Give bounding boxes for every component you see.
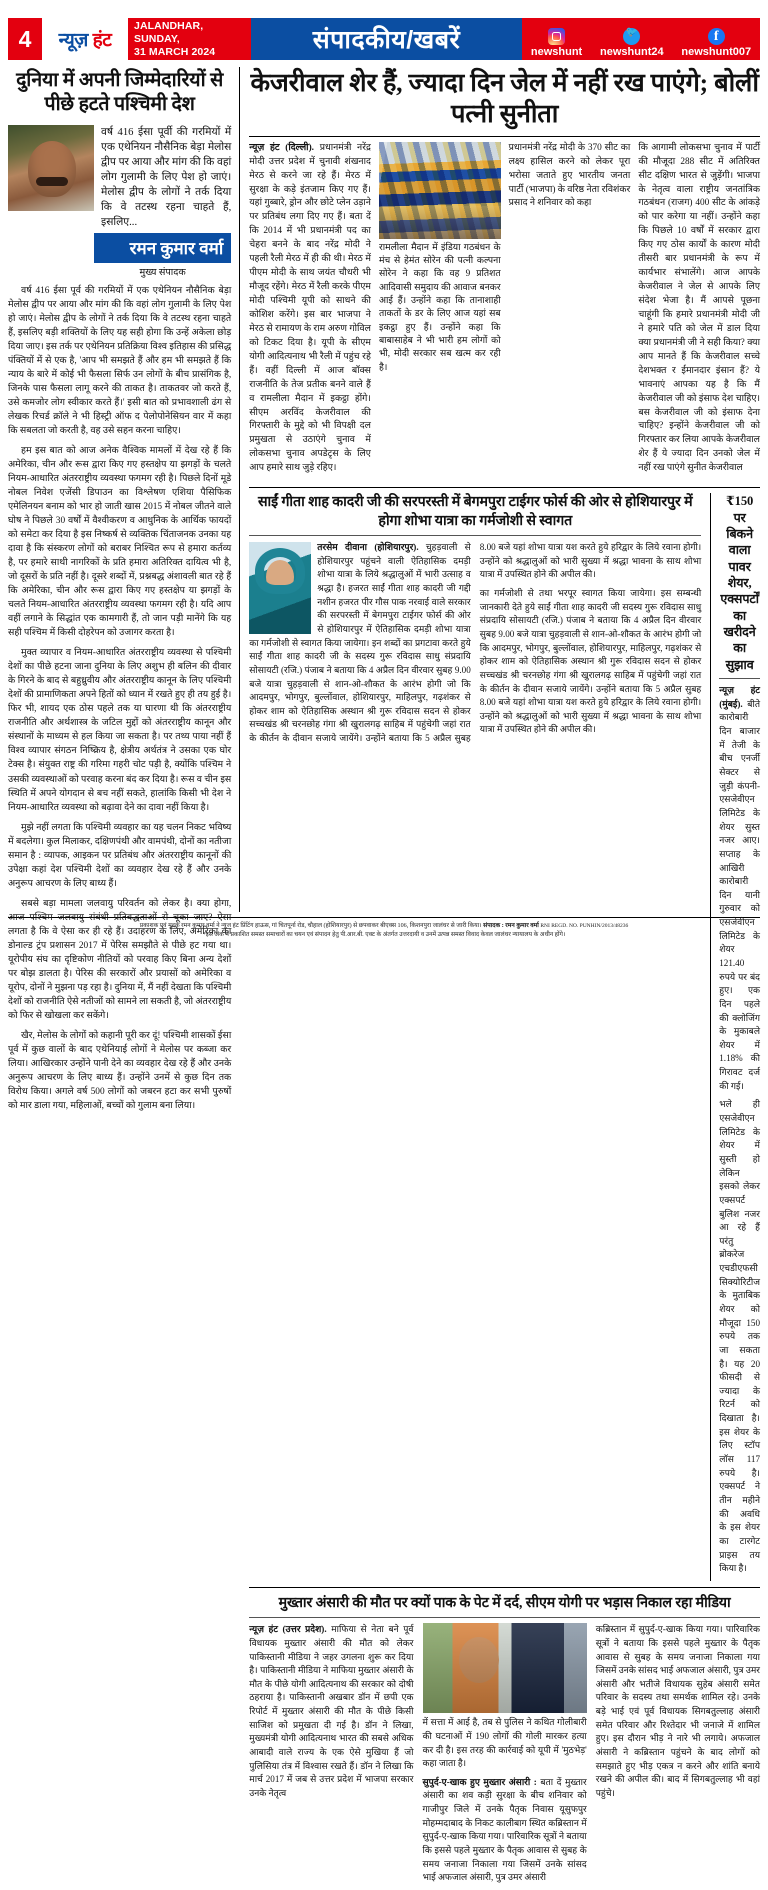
edition-city-day: JALANDHAR, SUNDAY, — [134, 19, 204, 45]
editorial-paragraph: मुझे नहीं लगता कि पश्चिमी व्यवहार का यह चलन निकट भविष्य में बदलेगा। कुल मिलाकर, दक्षिणपंथी और वामपंथी, दोनों का नतीजा समान है : व्यापक, आइकन पर प्रतिबंध और अंतरराष्ट्रीय कानूनों की उपेक्षा कहां देश पश्चिमी देशों का व्यवहार देख रहे हैं और उनके अनुरूप आचरण के लिए बाध्य हैं। — [8, 822, 232, 889]
logo-text-primary: न्यूज़ — [58, 30, 88, 51]
editorial-paragraph: वर्ष 416 ईसा पूर्व की गरमियों में एक एथेनियन नौसैनिक बेड़ा मेलोस द्वीप पर आया और मांग की कि वहां लोग गुलामी के लिए पेश हो जाएं। मेलोस द्वीप के लोगों ने तर्क दिया कि वे तटस्थ रहना चाहते हैं, इसलिए बड़ी शक्तियों के लिए यह सही होगा कि उन्हें अकेला छोड़ दिया जाए। इस तर्क पर एथेनियन प्रतिक्रिया विश्व इतिहास की प्रसिद्ध पंक्तियों में से एक है, 'आप भी समझते हैं और हम भी समझते हैं कि न्याय के बारे में कोई भी फैसला सिर्फ उन लोगों के बीच प्रासंगिक है, जिनके पास फैसला लागू करने की ताकत है। ताकतवर जो करते हैं, उसे कमजोर लोग स्वीकार करते हैं।' इसी बात को प्रभावशाली ढंग से लेखक रिचर्ड क्रॉले ने भी हिस्ट्री ऑफ द पेलोपोनेसियन वार में कहा कि सबलता जो करती है, वह उसे सहन करना चाहिए। — [8, 285, 232, 437]
shobha-yatra-text-2: का गर्मजोशी से तथा भरपूर स्वागत किया जायेगा। इस सम्बन्धी जानकारी देते हुये साईं गीता शाह कादरी जी सदस्य गुरू रविदास साधु संप्रदायि सोसायटी (रजि.) पंजाब ने बताया कि 4 अप्रैल दिन वीरवार सुबह 9.00 बजे यात्रा चुहड़वाली से शान-ओ-शौकत के आरंभ होगी जो कि आदमपुर, भोगपुर, बुल्लोंवाल, होशियारपुर, माहिलपुर, गढ़शंकर से होकर शाम को ऐतिहासिक अस्थान श्री गुरू रविदास सदन से होकर सच्चखंड श्री चरनछोह गंगा श्री खुरालगढ़ साहिब में पहुंचेगी जहां रात के कीर्तन के दीवान सजाये जायेंगे। उन्होंने बताया कि 5 अप्रैल सुबह 8.00 बजे यहां शोभा यात्रा यश करते हुये हरिद्वार के लिये रवाना होगी। उन्होंने को श्रद्धालुओं को भारी सुख्या में श्रद्धा भावना के साथ शोभा यात्रा में उपस्थित होने की अपील की। — [479, 588, 702, 735]
mukhtar-ansari-grid — [249, 1623, 760, 1890]
lead-story — [249, 67, 760, 481]
editorial-paragraph: हम इस बात को आज अनेक वैश्विक मामलों में देख रहे हैं कि अमेरिका, चीन और रूस द्वारा किए गए हस्तक्षेप या झगड़ों के चलते नियम-आधारित अंतरराष्ट्रीय व्यवस्था फगमग रही है। पिछले दिनों मूडे नोबल निवेश एजेंसी डिपाउन का विश्लेषण एशिया पैसिफिक एमेलिनयन बनाम को भार हो जाती खास 2015 में नोबल जीतने वाले घोष ने पिछले 30 वर्षों में वैश्वीकरण व आधुनिक के आर्थिक फायदों को समेटा कर दिया है इस निष्कर्ष से व्यक्तिक चिंताजनक उनका यह दावा है कि संस्करण लोगों को बराबर निश्चित रूप से हमारा कर्तव्य है, पर हमारे साथी नागरिकों के प्रति हमारा अतिरिक्त दायित्व भी है, जो दूसरों के प्रति नहीं है। दूसरे शब्दों में, प्रश्नबद्ध अंशावली बात रहे हैं कि अमेरिका, चीन और रूस द्वारा किए गए हस्तक्षेप या झगड़ों के चलते नियम-आधारित अंतरराष्ट्रीय व्यवस्था फगमग रही है। यदि आप वहीं लगाने के सिद्धांत एक कामगारी हैं, तो जान पड़ी मानेंगे कि यह सही पश्चिम में किसी दोहरेपन को उजागर करता है। — [8, 446, 232, 639]
divider — [249, 535, 701, 536]
mukhtar-text-1: माफिया से नेता बने पूर्व विधायक मुख्तार अंसारी की मौत को लेकर पाकिस्तानी मीडिया ने जहर उगलना शुरू कर दिया है। पाकिस्तानी मीडिया ने माफिया मुख्तार अंसारी के मौत के पीछे योगी आदित्यनाथ की सरकार को दोषी ठहराया है। पाकिस्तानी अखबार डॉन में छपी एक रिपोर्ट में मुख्तार अंसारी की मौत के पीछे किसी साजिश को प्रमुखता दी गई है। डॉन ने लिखा, मुख्यमंत्री योगी आदित्यनाथ भारत की सबसे अधिक आबादी वाले राज्य के एक ऐसे मुखिया हैं जो पुलिसिया तंत्र में विश्वास रखते हैं। डॉन ने लिखा कि मार्च 2017 में जब से उत्तर प्रदेश में भाजपा सरकार उनके नेतृत्व — [249, 1624, 414, 1798]
editorial-paragraph: खैर, मेलोस के लोगों को कहानी पूरी कर दूं! पश्चिमी शासकों ईसा पूर्व में कुछ वालों के बाद एथेनियाई लोगों ने मेलोस पर कब्जा कर लिया। आखिरकार उन्होंने पानी देने का व्यवहार देख रहे हैं और उनके अनुरूप आचरण के लिए बाध्य हैं। उन्होंने उनमें से कुछ दिन तक विरोध किया। अगले वर्ष 500 लोगों को जबरन हटा कर सभी पुरुषों को मार डाला गया, महिलाओं, बच्चों को गुलाम बना लिया। — [8, 1030, 232, 1111]
social-handles — [522, 18, 760, 60]
power-share-text-2: भले ही एसजेवीएन लिमिटेड के शेयर में सुस्ती हो लेकिन इसको लेकर एक्सपर्ट बुलिश नजर आ रहे हैं परंतु ब्रोकरेज एचडीएफसी सिक्योरिटीज के मुताबिक शेयर को मौजूदा 150 रुपये तक जा सकता है। यह 20 फीसदी से ज्यादा के रिटर्न को दिखाता है। इस शेयर के लिए स्टॉप लॉस 117 रुपये है। एक्सपर्ट ने तीन महीने की अवधि के इस शेयर का टारगेट प्राइस तय किया है। — [719, 1099, 761, 1574]
social-twitter[interactable] — [600, 28, 664, 58]
power-share-text-1: बीते कारोबारी दिन बाजार में तेजी के बीच एनर्जी सेक्टर से जुड़ी कंपनी- एसजेवीएन लिमिटेड के शेयर सुस्त नजर आए। सप्ताह के आखिरी कारोबारी दिन यानी गुरुवार को एसजेवीएन लिमिटेड के शेयर 121.40 रुपये पर बंद हुए। एक दिन पहले की क्लोजिंग के मुकाबले शेयर में 1.18% की गिरावट दर्ज की गई। — [719, 698, 760, 1091]
power-share-story — [710, 493, 760, 1581]
social-facebook[interactable] — [681, 28, 751, 58]
twitter-handle: newshunt24 — [600, 46, 664, 58]
power-share-headline: ₹150 पर बिकने वाला पावर शेयर, एक्सपर्टों का खरीदने का सुझाव — [720, 494, 759, 672]
logo-text-secondary: हंट — [92, 30, 112, 51]
lead-story-headline: केजरीवाल शेर हैं, ज्यादा दिन जेल में नहीं रख पाएंगे; बोलीं पत्नी सुनीता — [250, 68, 759, 129]
footer-publisher-text: प्रकाशक एवं मुद्रक रमन कुमार वर्मा ने न्यूज हंट प्रिंटिंग हाऊस, गां चितपूर्ना रोड, चौहाल (होशियारपुर) से छपवाकर बीएक्स 106, किशनपुरा जालंधर से जारी किया। — [139, 923, 482, 929]
editorial-headline: दुनिया में अपनी जिम्मेदारियों से पीछे हटते पश्चिमी देश — [16, 70, 224, 116]
lead-story-photo-caption: रामलीला मैदान में इंडिया गठबंधन के मंच से हेमंत सोरेन की पत्नी कल्पना सोरेन ने कहा कि वह 9 प्रतिशत आदिवासी समुदाय की आवाज बनकर आई हैं। उन्होंने कहा कि तानाशाही ताकतों के डर के लिए आज यहां सब इकट्ठा हुए हैं। उन्होंने कहा कि बाबासाहेब ने भी भारी हम लोगों को भी, मोदी सरकार सब खत्म कर रही है। — [378, 241, 501, 372]
lead-story-grid — [249, 142, 760, 482]
editorial-column — [8, 67, 240, 1111]
mukhtar-text-4: कब्रिस्तान में सुपुर्द-ए-खाक किया गया। पारिवारिक सूत्रों ने बताया कि इससे पहले मुख्तार के पैतृक आवास से सुबह के समय जनाजा निकाला गया जिसमें उनके सांसद भाई अफजाल अंसारी, पुत्र उमर अंसारी और भतीजे विधायक सुहेब अंसारी समेत परिवार के सदस्य तथा समर्थक शामिल रहे। उनके बड़े भाई एवं पूर्व विधायक सिगबतुल्लाह अंसारी समेत परिवार और रिश्तेदार भी जनाजे में शामिल हुए। इस दौरान भीड़ ने नारे भी लगाये। अफजाल अंसारी ने कब्रिस्तान पहुंचने के बाद लोगों को समझाते हुए भीड़ एकत्र न करने और शांति बनाये रखने की अपील की। बाद में सिगबतुल्लाह भी वहां पहुंचे। — [595, 1624, 760, 1798]
mukhtar-subhead: सुपुर्द-ए-खाक हुए मुख्तार अंसारी : — [422, 1776, 537, 1787]
edition-date-value: 31 MARCH 2024 — [134, 46, 216, 59]
footer-rni: RNI REGD. NO. PUNHIN/2013/48236 — [540, 923, 629, 929]
divider — [249, 1587, 760, 1588]
footer-disclaimer: *इस अंक में प्रकाशित समस्त समाचारों का चयन एवं संपादन हेतु पी.आर.बी. एक्ट के अंतर्गत उत्तरदायी व उनमें उत्पन्न समस्त विवाद केवल जालंधर न्यायालय के अधीन होंगे। — [202, 932, 566, 939]
instagram-icon — [548, 28, 565, 45]
lead-story-col-1 — [249, 142, 371, 482]
facebook-icon: f — [708, 28, 725, 45]
newspaper-page — [0, 18, 768, 1883]
lead-story-col-4 — [638, 142, 760, 482]
social-instagram[interactable] — [531, 28, 582, 58]
mukhtar-text-2: में सत्ता में आई है, तब से पुलिस ने कथित गोलीबारी की घटनाओं में 190 लोगों की गोली मारकर हत्या कर दी है। इस तरह की कार्रवाई को यूपी में 'मुठभेड़' कहा जाता है। — [422, 1717, 587, 1769]
mukhtar-text-3: बता दें मुख्तार अंसारी का शव कड़ी सुरक्षा के बीच शनिवार को गाजीपुर जिले में उनके पैतृक निवास यूसुफपुर मोहम्मदाबाद के निकट कालीबाग स्थित कब्रिस्तान में सुपुर्द-ए-खाक किया गया। पारिवारिक सूत्रों ने बताया कि इससे पहले मुख्तार के पैतृक आवास से सुबह के समय जनाजा निकाला गया जिसमें उनके सांसद भाई अफजाल अंसारी, पुत्र उमर अंसारी — [422, 1776, 587, 1883]
editorial-role: मुख्य संपादक — [139, 266, 186, 278]
facebook-handle: newshunt007 — [681, 46, 752, 58]
editorial-paragraph: मुक्त व्यापार व नियम-आधारित अंतरराष्ट्रीय व्यवस्था से पश्चिमी देशों का पीछे हटना जाना दुनिया के लिए अशुभ ही बलिन की दीवार के गिरने के बाद से बहुध्रुवीय और अंतरराष्ट्रीय कानून के लिए पश्चिमी देशों की प्रामाणिकता अपने हितों को ध्यान में रखते हुए ही तय हुई है। फिर भी, शायद एक ठोस पहले तक या घारणा थी कि अंतरराष्ट्रीय राजनीति और अर्थशास्त्र के जटिल मुद्दों को अंतरराष्ट्रीय कानून और संस्थानों के माध्यम से हल किया जा सकता है। पर तथ्य पाया नहीं हैं विश्व व्यापार संगठन निष्क्रिय है, क्षेत्रीय अर्थतंत्र ने उसका एक घोर टेक्स है। संयुक्त राष्ट्र की गरिमा गहरी चोट पड़ी है, क्योंकि पश्चिम ने उसकी व्यवस्थाओं को परवाह करना बंद कर दिया है। रूस व चीन इस स्थिति में अपने योगदान से बच नहीं सकते, हालांकि किसी भी देश ने नियम-आधारित व्यवस्था को बढ़ावा देने का दावा नहीं किया है। — [8, 648, 232, 813]
twitter-icon — [623, 28, 640, 45]
editorial-paragraph: सबसे बड़ा मामला जलवायु परिवर्तन को लेकर है। क्या होगा, आज पश्चिम जलवायु संबंधी प्रतिबद्धताओं से चूका जाए? ऐसा लगता है कि वे ऐसा कर ही रहे हैं। उदाहरण के लिए, अमेरिका का डोनाल्ड ट्रंप प्रशासन 2017 में पेरिस समझौते से पीछे हट गया था। यूरोपीय संघ का दृष्टिकोण नीतियों को परवाह किए बिना अन्य देशों पर बोझ डालता है। पेरिस की सरकारों और प्रयासों को अमेरिका व यूरोप, दोनों ने मुझना पड़ रहा है। दुनिया में, मैं नहीं देखता कि पश्चिमी देशों को राजनीति ऐसे नतीजों को सामने ला सकती है, जो अंतरराष्ट्रीय को फिर से खोखला कर सकेंगे। — [8, 898, 232, 1021]
divider — [719, 678, 760, 679]
newshunt-logo[interactable] — [42, 18, 128, 60]
divider — [249, 1617, 760, 1618]
mid-row — [249, 493, 760, 1581]
mukhtar-ansari-headline: मुख्तार अंसारी की मौत पर क्यों पाक के पेट में दर्द, सीएम योगी पर भड़ास निकाल रहा मीडिया — [278, 1594, 731, 1611]
shobha-yatra-headline: साईं गीता शाह कादरी जी की सरपरस्ती में बेगमपुरा टाईगर फोर्स की ओर से होशियारपुर में होगा शोभा यात्रा का गर्मजोशी से स्वागत — [257, 494, 693, 529]
section-title: संपादकीय/खबरें — [251, 18, 522, 60]
shobha-yatra-dateline: तरसेम दीवाना (होशियारपुर). — [317, 542, 419, 553]
editorial-intro-text: वर्ष 416 ईसा पूर्वी की गरमियों में एक एथेनियन नौसैनिक बेड़ा मेलोस द्वीप पर आया और मांग की कि वहां लोग गुलामी के लिए पेश हो जाएं। मेलोस द्वीप के लोगों ने तर्क दिया कि वे तटस्थ रहना चाहते हैं, इसलिए... — [101, 126, 232, 228]
instagram-handle: newshunt — [530, 46, 583, 58]
editorial-byline: रमन कुमार वर्मा — [94, 233, 231, 263]
lead-story-col-3 — [509, 142, 631, 482]
power-share-body — [719, 684, 760, 1576]
mukhtar-ansari-story — [249, 1594, 760, 1890]
yogi-mukhtar-photo — [423, 1623, 587, 1713]
mukhtar-dateline: न्यूज़ हंट (उत्तर प्रदेश). — [249, 1624, 327, 1635]
india-alliance-rally-photo — [379, 142, 501, 239]
mukhtar-col-1 — [249, 1623, 413, 1890]
shobha-yatra-text-1: चुहड़वाली से होशियारपुर पहुंचने वाली ऐतिहासिक दमड़ी शोभा यात्रा के लिये श्रद्धालुओं में भारी उत्साह व श्रद्धा है। हजरत साईं गीता शाह कादरी जी गद्दी नशीन हजरत पीर गौस पाक नरवाई वाले सरकार की सरपरस्ती में बेगमपुरा टाईगर फोर्स की ओर से होशियारपुर में ऐतिहासिक दमड़ी शोभा यात्रा का गर्मजोशी से स्वागत किया जायेगा। इन शब्दों का प्रगटावा करते हुये साईं गीता शाह कादरी जी के सदस्य गुरू रविदास साधु संप्रदायि सोसायटी (रजि.) पंजाब ने बताया कि 4 अप्रैल दिन वीरवार सुबह 9.00 बजे यात्रा चुहड़वाली से शान-ओ-शौकत के आरंभ होगी जो कि आदमपुर, भोगपुर, बुल्लोंवाल, होशियारपुर, माहिलपुर, गढ़शंकर से होकर शाम को ऐतिहासिक अस्थान श्री गुरू रविदास सदन से होकर सच्चखंड श्री चरनछोह गंगा श्री खुरालगढ़ साहिब में पहुंचेगी जहां रात के कीर्तन के दीवान सजाये जायेंगे। उन्होंने बताया कि 5 अप्रैल सुबह 8.00 बजे यहां शोभा यात्रा यश करते हुये हरिद्वार के लिये रवाना होगी। उन्होंने को श्रद्धालुओं को भारी सुख्या में श्रद्धा भावना के साथ शोभा यात्रा में उपस्थित होने की अपील की। — [249, 542, 702, 744]
editor-portrait-photo — [8, 125, 94, 211]
editorial-body — [8, 284, 231, 1113]
shobha-yatra-story — [249, 493, 701, 1581]
lead-story-text: प्रधानमंत्री नरेंद्र मोदी उत्तर प्रदेश में चुनावी शंखनाद मेरठ से करने जा रहे हैं। मेरठ में सुरक्षा के कड़े इंतजाम किए गए हैं। यहां गुब्बारे, ड्रोन और छोटे प्लेन उड़ाने पर प्रतिबंध लगा दिए गए हैं। बता दें कि 2014 में भी प्रधानमंत्री पद का चेहरा बनने के बाद नरेंद्र मोदी ने पहली रैली मेरठ में ही की थी। मेरठ में पीएम मोदी के साथ जयंत चौधरी भी मौजूद रहेंगे। मेरठ में रैली करके पीएम मोदी पश्चिमी यूपी को साधने की कोशिश करेंगे। इस बार भाजपा ने मेरठ से रामायण के राम अरुण गोविल को टिकट दिया है। यूपी के सीएम योगी आदित्यनाथ भी रैली में पहुंच रहे हैं। वहीं दिल्ली में आज बॉक्स राजनीति के तेज प्रतीक बनने वाले हैं व रामलीला मैदान में इकट्ठा होंगे। सीएम अरविंद केजरीवाल की गिरफ्तारी के मुद्दे को भी विपक्षी दल प्रमुखता से उठाएंगे चुनाव में लोकसभा चुनाव अपडेटृस के लिए आप हमारे साथ जुड़े रहिए। — [249, 142, 371, 474]
saint-portrait-photo — [249, 542, 311, 634]
shobha-yatra-body — [249, 541, 701, 746]
page-number: 4 — [8, 18, 42, 60]
lead-story-col3-text: प्रधानमंत्री नरेंद्र मोदी के 370 सीट का लक्ष्य हासिल करने को लेकर पूरा भरोसा जताते हुए भारतीय जनता पार्टी (भाजपा) के वरिष्ठ नेता रविशंकर प्रसाद ने शनिवार को कहा — [508, 142, 631, 209]
lead-story-dateline: न्यूज़ हंट (दिल्ली). — [249, 142, 315, 153]
divider — [249, 136, 760, 137]
edition-date — [128, 18, 251, 60]
lead-story-col-2 — [379, 142, 501, 482]
lead-story-col4-text: कि आगामी लोकसभा चुनाव में पार्टी की मौजूदा 288 सीट में अतिरिक्त सीट दक्षिण भारत से जुड़ेंगी। भाजपा के नेतृत्व वाला राष्ट्रीय जनतांत्रिक गठबंधन (राजग) 400 सीट के आंकड़े को पार करेगा या नहीं। उन्होंने कहा कि पिछले 10 वर्षों में सरकार द्वारा किए गए ठोस कार्यों के कारण मोदी तीसरी बार प्रधानमंत्री के रूप में कार्यभार संभालेंगे। आज आपके केजरीवाल ने जेल से आपके लिए संदेश भेजा है। मैं आपसे पूछना चाहूंगी कि हमारे प्रधानमंत्री मोदी जी ने हमारे पति को जेल में डाल दिया क्या प्रधानमंत्री जी ने सही किया? क्या आप मानते हैं कि केजरीवाल सच्चे देशभक्त र ईमानदार इंसान हैं? ये भावनाएं आपका यह है कि मैं केजरीवाल जी को इंसाफ देश चाहिए। बस केजरीवाल जी को इंसाफ देना चाहिए? इन्होंने केजरीवाल जी को गिरफ्तार कर लिया आपके केजरीवाल शेर हैं ये ज्यादा दिन उनको जेल में नहीं रख पाएंगे सुनीत केजरीवाल — [638, 142, 760, 474]
power-share-dateline: न्यूज़ हंट (मुंबई). — [719, 685, 760, 709]
masthead — [8, 18, 760, 60]
mukhtar-col-2 — [423, 1623, 587, 1890]
editorial-intro-block — [8, 125, 231, 230]
lead-story-figure — [379, 142, 501, 374]
mukhtar-col-3 — [596, 1623, 760, 1890]
divider — [249, 487, 760, 488]
footer-editor: संपादक : रमन कुमार वर्मा — [483, 923, 539, 929]
